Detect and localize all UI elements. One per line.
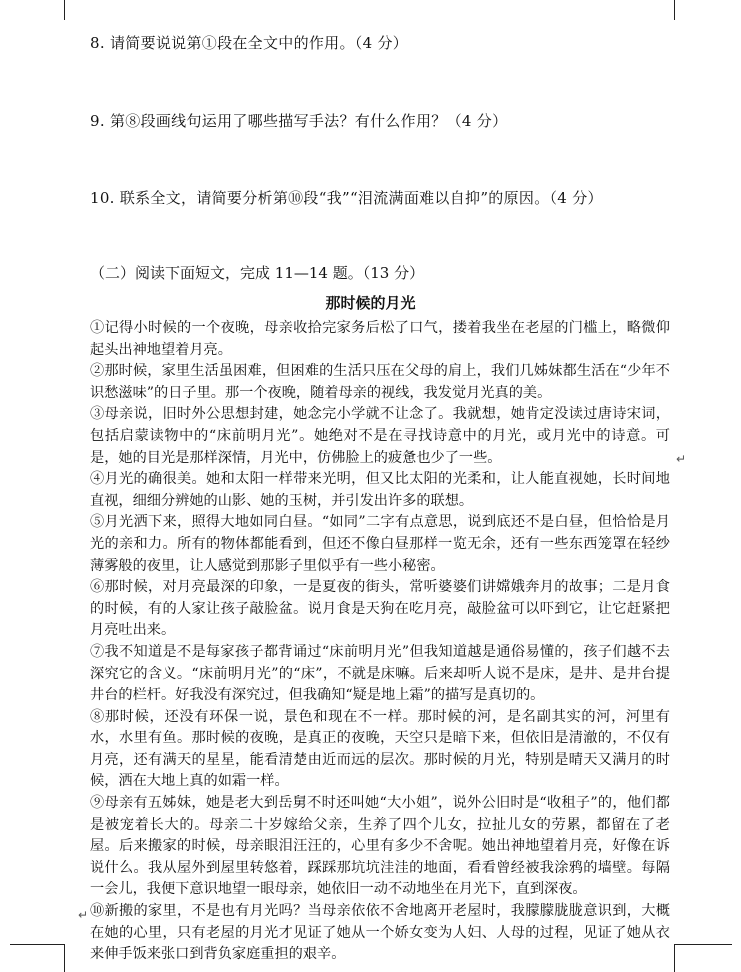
- paragraph-4: ④月光的确很美。她和太阳一样带来光明，但又比太阳的光柔和，让人能直视她，长时间地直视，细细分辨她的山影、她的玉树，并引发出许多的联想。: [90, 471, 670, 509]
- section-heading: （二）阅读下面短文，完成 11—14 题。（13 分）: [90, 264, 425, 282]
- paragraph-5: ⑤月光洒下来，照得大地如同白昼。“如同”二字有点意思，说到底还不是白昼，但恰恰是月光的亲和力。所有的物体都能看到，但还不像白昼那样一览无余，还有一些东西笼罩在轻纱薄雾般的夜里，让人感觉到那影子里似乎有一些小秘密。: [90, 514, 670, 574]
- crop-mark-top-right: [674, 0, 675, 20]
- crop-mark-bottom-right-v: [674, 944, 675, 972]
- paragraph-3: ③母亲说，旧时外公思想封建，她念完小学就不让念了。我就想，她肯定没读过唐诗宋词，包括启蒙读物中的“床前明月光”。她绝对不是在寻找诗意中的月光，或月光中的诗意。可是，她的目光是那样深情，月光中，仿佛脸上的疲惫也少了一些。: [90, 406, 670, 466]
- paragraph-1: ①记得小时候的一个夜晚，母亲收拾完家务后松了口气，搂着我坐在老屋的门槛上，略微仰起头出神地望着月亮。: [90, 320, 670, 358]
- paragraph-9: ⑨母亲有五姊妹，她是老大到岳舅不时还叫她“大小姐”，说外公旧时是“收租子”的，他们都是被宠着长大的。母亲二十岁嫁给父亲，生养了四个儿女，拉扯儿女的劳累，都留在了老屋。后来搬家的时候，母亲眼泪汪汪的，心里有多少不舍呢。她出神地望着月亮，好像在诉说什么。我从屋外到屋里转悠着，踩踩那坑坑洼洼的地面，看看曾经被我涂鸦的墙壁。每隔一会儿，我便下意识地望一眼母亲，她依旧一动不动地坐在月光下，直到深夜。: [90, 795, 670, 898]
- paragraph-7: ⑦我不知道是不是每家孩子都背诵过“床前明月光”但我知道越是通俗易懂的，孩子们越不去深究它的含义。“床前明月光”的“床”，不就是床嘛。后来却听人说不是床，是井、是井台提井台的栏杆。好我没有深究过，但我确知“疑是地上霜”的描写是真切的。: [90, 643, 670, 704]
- return-mark-bottom: ↵: [78, 908, 89, 922]
- crop-mark-bottom-right-h: [674, 944, 732, 945]
- paragraph-10: ⑩新搬的家里，不是也有月光吗？当母亲依依不舍地离开老屋时，我朦朦胧胧意识到，大概在她的心里，只有老屋的月光才见证了她从一个娇女变为人妇、人母的过程，见证了她从衣来伸手饭来张口到背负家庭重担的艰辛。: [90, 903, 670, 963]
- article-body: [90, 318, 670, 966]
- crop-mark-bottom-left-h: [10, 944, 64, 945]
- paragraph-6: ⑥那时候，对月亮最深的印象，一是夏夜的街头，常听婆婆们讲嫦娥奔月的故事；二是月食的时候，有的人家让孩子敲脸盆。说月食是天狗在吃月亮，敲脸盆可以吓到它，让它赶紧把月亮吐出来。: [90, 579, 670, 639]
- paragraph-2: ②那时候，家里生活虽困难，但困难的生活只压在父母的肩上，我们几姊妹都生活在“少年不识愁滋味”的日子里。那一个夜晚，随着母亲的视线，我发觉月光真的美。: [90, 363, 670, 401]
- question-8: 8. 请简要说说第①段在全文中的作用。（4 分）: [90, 34, 409, 52]
- question-10: 10. 联系全文，请简要分析第⑩段“我”“泪流满面难以自抑”的原因。（4 分）: [90, 189, 603, 207]
- question-9: 9. 第⑧段画线句运用了哪些描写手法？有什么作用？（4 分）: [90, 112, 508, 130]
- crop-mark-top-left: [64, 0, 65, 20]
- article-title: 那时候的月光: [325, 294, 416, 312]
- return-mark-right: ↵: [676, 452, 687, 466]
- paragraph-8: ⑧那时候，还没有环保一说，景色和现在不一样。那时候的河，是名副其实的河，河里有水，水里有鱼。那时候的夜晚，是真正的夜晚，天空只是暗下来，但依旧是清澈的，不仅有月亮，还有满天的星星，能看清楚由近而远的层次。那时候的月光，特别是晴天又满月的时候，洒在大地上真的如霜一样。: [90, 708, 670, 790]
- crop-mark-bottom-left-v: [64, 944, 65, 972]
